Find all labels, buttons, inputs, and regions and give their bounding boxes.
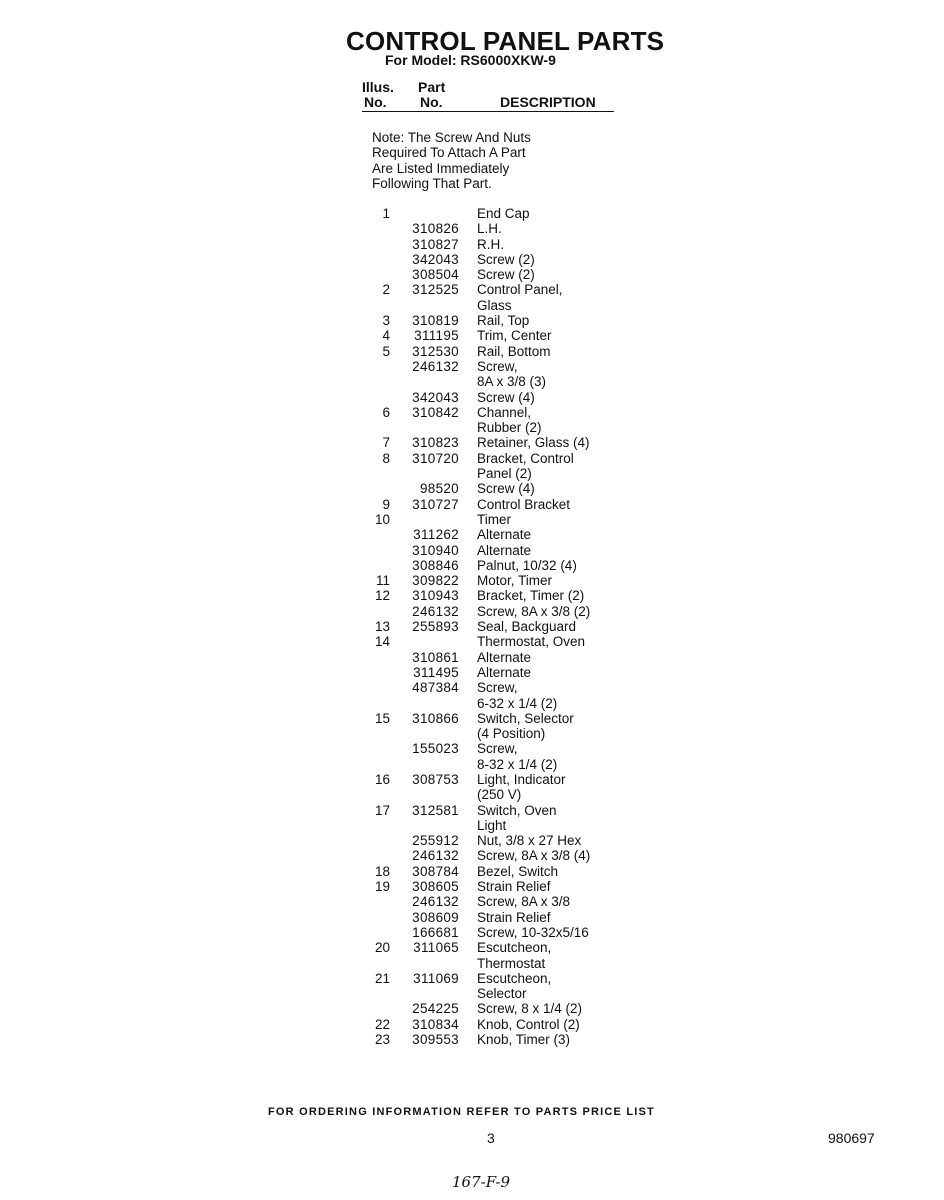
part-number: 255912 <box>412 833 459 849</box>
parts-row <box>360 466 660 481</box>
parts-row <box>360 328 660 343</box>
illus-number: 12 <box>374 588 390 604</box>
part-description: Escutcheon, <box>477 940 552 956</box>
page-number: 3 <box>487 1130 495 1146</box>
part-number: 308504 <box>412 267 459 283</box>
part-description: Alternate <box>477 664 532 680</box>
illus-number: 22 <box>374 1016 390 1032</box>
parts-row <box>360 451 660 466</box>
parts-row <box>360 298 660 313</box>
part-number: 311262 <box>413 527 459 543</box>
page-title: CONTROL PANEL PARTS <box>346 26 665 56</box>
illus-number: 1 <box>382 206 390 221</box>
parts-row <box>360 864 660 879</box>
parts-row <box>360 282 660 297</box>
part-description: Retainer, Glass (4) <box>477 435 590 451</box>
part-number: 310823 <box>412 435 459 451</box>
parts-row <box>360 1017 660 1032</box>
illus-number: 14 <box>374 634 390 650</box>
part-number: 246132 <box>412 894 459 910</box>
parts-row <box>360 848 660 863</box>
parts-row <box>360 481 660 496</box>
parts-row <box>360 833 660 848</box>
parts-row <box>360 634 660 649</box>
part-number: 310842 <box>412 404 459 420</box>
part-description: Switch, Oven <box>477 802 557 818</box>
parts-row <box>360 1001 660 1016</box>
illus-number: 18 <box>374 863 390 879</box>
part-number: 310827 <box>412 236 459 252</box>
part-number: 310861 <box>412 649 459 665</box>
part-number: 309553 <box>412 1032 459 1048</box>
parts-row <box>360 267 660 282</box>
part-number: 487384 <box>412 680 459 696</box>
parts-row <box>360 604 660 619</box>
parts-row <box>360 772 660 787</box>
parts-row <box>360 925 660 940</box>
illus-number: 8 <box>382 450 390 466</box>
part-description: Alternate <box>477 649 532 665</box>
parts-row <box>360 986 660 1001</box>
parts-row <box>360 252 660 267</box>
part-number: 254225 <box>412 1001 459 1017</box>
column-header-description: DESCRIPTION <box>500 94 596 110</box>
document-number: 980697 <box>828 1130 875 1146</box>
part-number: 310940 <box>412 542 459 558</box>
part-description: Bracket, Control <box>477 450 574 466</box>
part-number: 342043 <box>412 389 459 405</box>
header-underline <box>362 111 614 112</box>
illus-number: 5 <box>382 343 390 359</box>
parts-row <box>360 221 660 236</box>
illus-number: 19 <box>374 879 390 895</box>
parts-row <box>360 910 660 925</box>
column-header-illus-bottom: No. <box>364 94 387 110</box>
part-description: Glass <box>477 297 512 313</box>
column-header-part-top: Part <box>418 79 446 95</box>
part-description: Bezel, Switch <box>477 863 559 879</box>
parts-row <box>360 543 660 558</box>
model-subtitle: For Model: RS6000XKW-9 <box>385 52 556 68</box>
part-description: Rail, Top <box>477 313 530 329</box>
part-number: 311065 <box>413 940 459 956</box>
part-description: 8A x 3/8 (3) <box>477 374 547 390</box>
part-description: Screw (2) <box>477 251 535 267</box>
parts-row <box>360 650 660 665</box>
part-number: 311069 <box>413 970 459 986</box>
part-description: Rail, Bottom <box>477 343 551 359</box>
part-number: 312581 <box>412 802 459 818</box>
part-number: 255893 <box>412 619 459 635</box>
parts-row <box>360 1032 660 1047</box>
parts-row <box>360 359 660 374</box>
part-description: Trim, Center <box>477 328 552 344</box>
part-description: Screw, 8 x 1/4 (2) <box>477 1001 583 1017</box>
parts-row <box>360 374 660 389</box>
parts-row <box>360 726 660 741</box>
part-number: 310866 <box>412 710 459 726</box>
part-number: 342043 <box>412 251 459 267</box>
part-description: Light, Indicator <box>477 771 566 787</box>
part-description: Screw, <box>477 741 518 757</box>
parts-row <box>360 665 660 680</box>
part-description: Motor, Timer <box>477 573 553 589</box>
illus-number: 16 <box>374 771 390 787</box>
parts-row <box>360 711 660 726</box>
part-description: Light <box>477 817 507 833</box>
part-number: 246132 <box>412 358 459 374</box>
handwritten-code: 167-F-9 <box>452 1173 511 1191</box>
parts-row <box>360 237 660 252</box>
part-description: Seal, Backguard <box>477 619 577 635</box>
illus-number: 3 <box>382 313 390 329</box>
parts-list <box>360 206 660 1047</box>
part-description: Screw (4) <box>477 389 535 405</box>
part-number: 308609 <box>412 909 459 925</box>
part-description: Rubber (2) <box>477 420 542 436</box>
parts-row <box>360 894 660 909</box>
part-number: 310826 <box>412 221 459 237</box>
part-description: Palnut, 10/32 (4) <box>477 557 577 573</box>
part-number: 311495 <box>413 664 459 680</box>
part-description: Escutcheon, <box>477 970 552 986</box>
parts-row <box>360 879 660 894</box>
illus-number: 11 <box>375 573 390 589</box>
part-description: Strain Relief <box>477 909 551 925</box>
part-description: End Cap <box>477 206 530 221</box>
part-description: Bracket, Timer (2) <box>477 588 585 604</box>
part-number: 246132 <box>412 848 459 864</box>
parts-row <box>360 588 660 603</box>
part-description: Screw, 10-32x5/16 <box>477 924 589 940</box>
parts-row <box>360 558 660 573</box>
illus-number: 2 <box>382 282 390 298</box>
part-description: Knob, Timer (3) <box>477 1032 571 1048</box>
part-number: 312530 <box>412 343 459 359</box>
illus-number: 13 <box>374 619 390 635</box>
illus-number: 6 <box>382 404 390 420</box>
parts-row <box>360 206 660 221</box>
part-description: Timer <box>477 511 511 527</box>
part-description: Screw, 8A x 3/8 <box>477 894 571 910</box>
part-description: R.H. <box>477 236 504 252</box>
parts-row <box>360 435 660 450</box>
part-number: 98520 <box>419 481 459 497</box>
column-header-illus-top: Illus. <box>362 79 394 95</box>
part-description: Thermostat <box>477 955 546 971</box>
assembly-note: Note: The Screw And Nuts Required To Attach A Part Are Listed Immediately Following That Part. <box>372 130 531 191</box>
part-description: Channel, <box>477 404 532 420</box>
parts-row <box>360 803 660 818</box>
part-description: Panel (2) <box>477 466 532 482</box>
parts-row <box>360 344 660 359</box>
part-number: 310727 <box>412 496 459 512</box>
illus-number: 15 <box>374 710 390 726</box>
illus-number: 20 <box>374 940 390 956</box>
illus-number: 17 <box>374 802 390 818</box>
parts-row <box>360 573 660 588</box>
parts-row <box>360 680 660 695</box>
parts-row <box>360 527 660 542</box>
part-description: Control Bracket <box>477 496 571 512</box>
parts-row <box>360 971 660 986</box>
parts-row <box>360 405 660 420</box>
part-number: 246132 <box>412 603 459 619</box>
parts-row <box>360 313 660 328</box>
parts-row <box>360 497 660 512</box>
illus-number: 4 <box>382 328 390 344</box>
part-description: 6-32 x 1/4 (2) <box>477 695 558 711</box>
illus-number: 21 <box>374 970 390 986</box>
part-description: Alternate <box>477 527 532 543</box>
part-number: 308753 <box>412 771 459 787</box>
part-number: 308846 <box>412 557 459 573</box>
part-description: Screw, 8A x 3/8 (4) <box>477 848 591 864</box>
parts-row <box>360 741 660 756</box>
part-number: 309822 <box>412 573 459 589</box>
part-number: 312525 <box>412 282 459 298</box>
illus-number: 23 <box>374 1032 390 1048</box>
part-description: L.H. <box>477 221 502 237</box>
parts-row <box>360 619 660 634</box>
parts-row <box>360 818 660 833</box>
parts-row <box>360 512 660 527</box>
part-description: Screw (4) <box>477 481 535 497</box>
parts-row <box>360 696 660 711</box>
column-header-part-bottom: No. <box>420 94 443 110</box>
illus-number: 7 <box>382 435 390 451</box>
part-description: (250 V) <box>477 787 522 803</box>
part-number: 308784 <box>412 863 459 879</box>
parts-row <box>360 420 660 435</box>
illus-number: 10 <box>374 511 390 527</box>
part-description: Strain Relief <box>477 879 551 895</box>
part-description: Screw, <box>477 680 518 696</box>
parts-row <box>360 787 660 802</box>
part-description: Alternate <box>477 542 532 558</box>
part-description: Knob, Control (2) <box>477 1016 580 1032</box>
part-number: 310834 <box>412 1016 459 1032</box>
illus-number: 9 <box>382 496 390 512</box>
part-description: Nut, 3/8 x 27 Hex <box>477 833 582 849</box>
part-description: Screw, <box>477 358 518 374</box>
part-description: Screw (2) <box>477 267 535 283</box>
parts-row <box>360 940 660 955</box>
ordering-information: FOR ORDERING INFORMATION REFER TO PARTS PRICE LIST <box>268 1106 655 1118</box>
part-description: 8-32 x 1/4 (2) <box>477 756 558 772</box>
part-number: 310943 <box>412 588 459 604</box>
part-description: Selector <box>477 986 527 1002</box>
part-number: 155023 <box>412 741 459 757</box>
part-description: Control Panel, <box>477 282 563 298</box>
parts-row <box>360 757 660 772</box>
part-number: 310720 <box>412 450 459 466</box>
part-description: Switch, Selector <box>477 710 574 726</box>
part-number: 310819 <box>412 313 459 329</box>
parts-row <box>360 390 660 405</box>
part-number: 311195 <box>414 328 459 344</box>
part-description: (4 Position) <box>477 726 546 742</box>
part-number: 308605 <box>412 879 459 895</box>
part-description: Screw, 8A x 3/8 (2) <box>477 603 591 619</box>
part-description: Thermostat, Oven <box>477 634 586 650</box>
parts-row <box>360 956 660 971</box>
part-number: 166681 <box>412 924 459 940</box>
